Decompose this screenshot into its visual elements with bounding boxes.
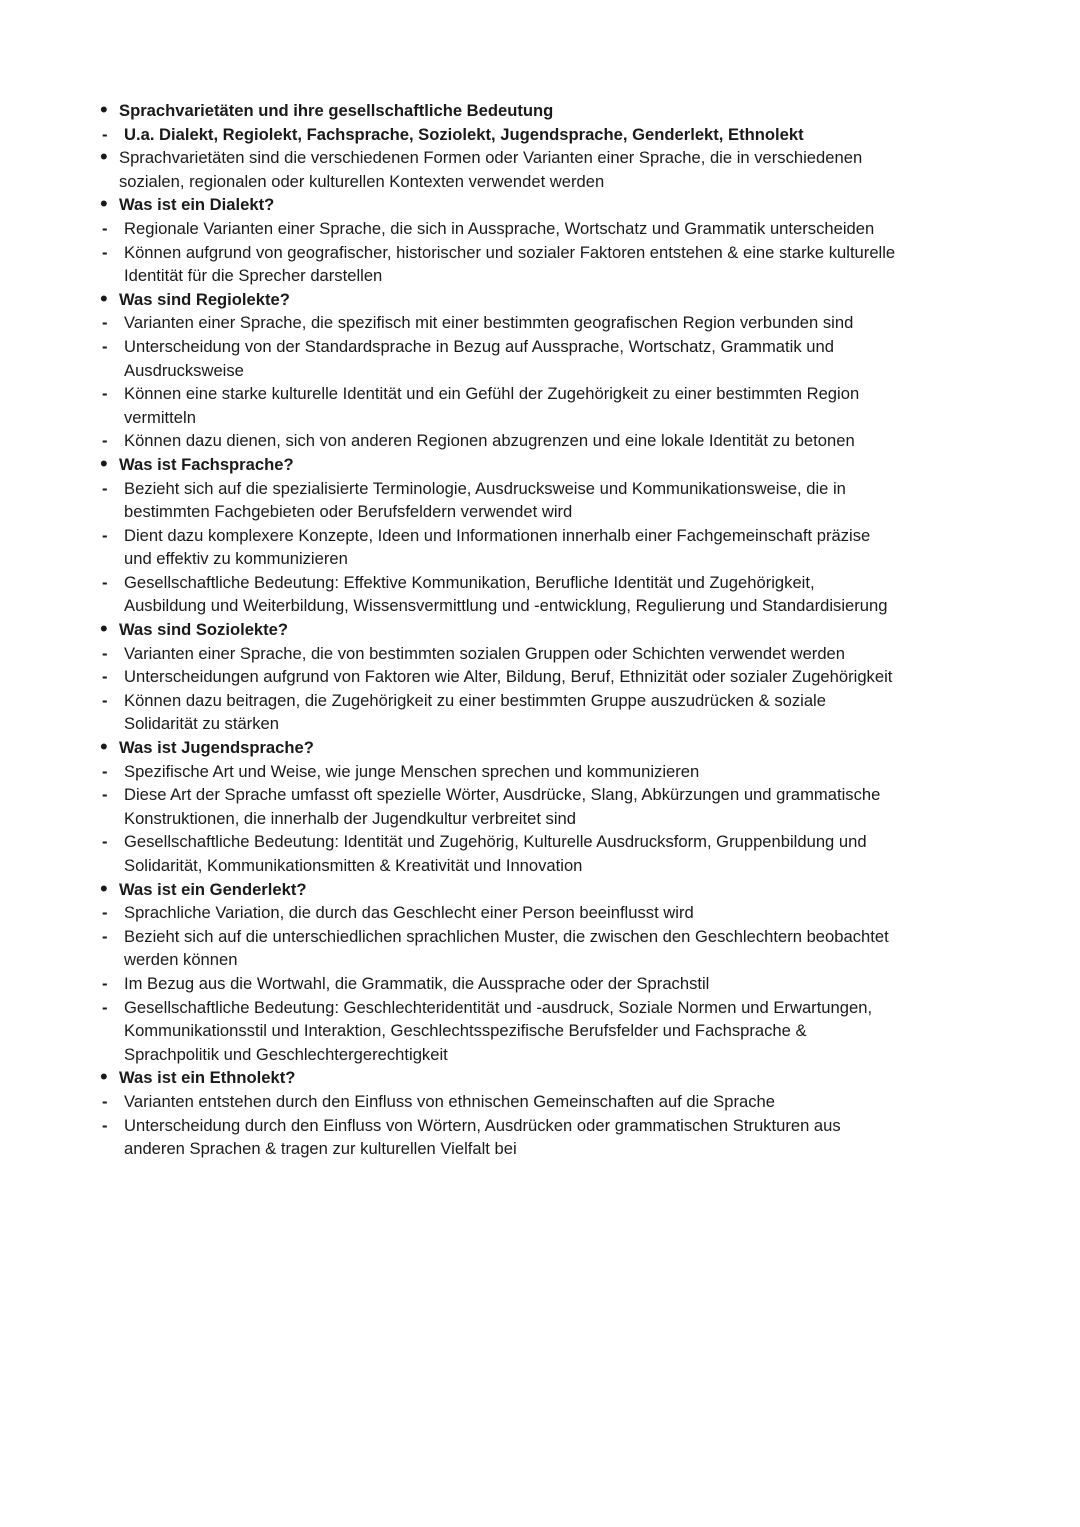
line-text: Unterscheidung durch den Einfluss von Wörtern, Ausdrücken oder grammatischen Strukturen aus (124, 1115, 841, 1135)
text-line (100, 217, 1000, 241)
line-text: sozialen, regionalen oder kulturellen Kontexten verwendet werden (119, 171, 605, 191)
line-text: Identität für die Sprecher darstellen (124, 266, 383, 286)
dash-icon: - (102, 643, 108, 663)
line-text: Gesellschaftliche Bedeutung: Effektive Kommunikation, Berufliche Identität und Zugehörigkeit, (124, 572, 815, 592)
text-line (100, 1114, 1000, 1138)
dash-icon: - (102, 997, 108, 1017)
text-line (100, 925, 1000, 949)
bullet-icon: • (100, 285, 108, 311)
line-text: anderen Sprachen & tragen zur kulturellen Vielfalt bei (124, 1139, 517, 1159)
line-text: Solidarität, Kommunikationsmitten & Kreativität und Innovation (124, 856, 583, 875)
line-text: Bezieht sich auf die spezialisierte Terminologie, Ausdrucksweise und Kommunikationsweise, die in (124, 478, 846, 498)
line-text: Dient dazu komplexere Konzepte, Ideen und Informationen innerhalb einer Fachgemeinschaft präzise (124, 525, 871, 545)
section-heading-line (100, 193, 1000, 217)
line-text: Regionale Varianten einer Sprache, die sich in Aussprache, Wortschatz und Grammatik unterscheiden (124, 218, 875, 238)
dash-icon: - (102, 218, 108, 238)
line-text: Können dazu beitragen, die Zugehörigkeit zu einer bestimmten Gruppe auszudrücken & soziale (124, 690, 826, 710)
dash-icon: - (102, 384, 108, 404)
bullet-icon: • (100, 144, 108, 170)
text-line (100, 264, 1000, 288)
text-line (100, 1090, 1000, 1114)
text-line (100, 1043, 1000, 1067)
dash-icon: - (102, 242, 108, 262)
text-line (100, 642, 1000, 666)
text-line (100, 382, 1000, 406)
text-line (100, 241, 1000, 265)
line-text: Im Bezug aus die Wortwahl, die Grammatik, die Aussprache oder der Sprachstil (124, 973, 710, 993)
dash-icon: - (102, 1091, 108, 1111)
text-line (100, 406, 1000, 430)
dash-icon: - (102, 572, 108, 592)
line-text: Gesellschaftliche Bedeutung: Geschlechteridentität und -ausdruck, Soziale Normen und Erwartungen, (124, 997, 873, 1017)
bullet-icon: • (100, 97, 108, 122)
heading-text: Was ist ein Dialekt? (119, 195, 275, 215)
text-line (100, 972, 1000, 996)
text-line (100, 429, 1000, 453)
text-line (100, 500, 1000, 524)
text-line (100, 901, 1000, 925)
heading-text: Was sind Regiolekte? (119, 289, 290, 309)
bullet-icon: • (100, 734, 108, 760)
text-line (100, 571, 1000, 595)
text-line (100, 311, 1000, 335)
section-heading-line (100, 736, 1000, 760)
line-text: Bezieht sich auf die unterschiedlichen sprachlichen Muster, die zwischen den Geschlechtern beobachtet (124, 926, 889, 946)
heading-text: Was ist ein Genderlekt? (119, 879, 307, 899)
dash-icon: - (102, 431, 108, 451)
document-content (100, 99, 1000, 1161)
dash-icon: - (102, 903, 108, 923)
text-line (100, 830, 1000, 854)
dash-icon: - (102, 336, 108, 356)
line-text: vermitteln (124, 407, 196, 427)
dash-icon: - (102, 690, 108, 710)
text-line (100, 594, 1000, 618)
bullet-icon: • (100, 1064, 108, 1090)
dash-icon: - (102, 832, 108, 852)
line-text: Sprachvarietäten sind die verschiedenen Formen oder Varianten einer Sprache, die in verschiedenen (119, 148, 863, 168)
bullet-icon: • (100, 875, 108, 901)
heading-text: U.a. Dialekt, Regiolekt, Fachsprache, Soziolekt, Jugendsprache, Genderlekt, Ethnolekt (124, 124, 804, 144)
text-line (100, 783, 1000, 807)
bullet-icon: • (100, 191, 108, 217)
line-text: Kommunikationsstil und Interaktion, Geschlechtsspezifische Berufsfelder und Fachsprache & (124, 1021, 807, 1041)
text-line (100, 689, 1000, 713)
section-heading-line (100, 450, 1000, 477)
dash-icon: - (102, 761, 108, 781)
line-text: Können eine starke kulturelle Identität und ein Gefühl der Zugehörigkeit zu einer bestimmten Region (124, 384, 860, 404)
text-line (100, 335, 1000, 359)
text-line (100, 807, 1000, 831)
heading-text: Was ist Jugendsprache? (119, 738, 314, 758)
text-line (100, 996, 1000, 1020)
dash-icon: - (102, 667, 108, 687)
line-text: Ausbildung und Weiterbildung, Wissensvermittlung und -entwicklung, Regulierung und Standardisierung (124, 596, 888, 616)
section-heading-line (100, 285, 1000, 312)
dash-icon: - (102, 973, 108, 993)
text-line (100, 760, 1000, 784)
section-heading-line (100, 618, 1000, 642)
line-text: Unterscheidung von der Standardsprache in Bezug auf Aussprache, Wortschatz, Grammatik und (124, 336, 834, 356)
text-line (100, 547, 1000, 571)
bullet-icon: • (100, 450, 108, 476)
line-text: Unterscheidungen aufgrund von Faktoren wie Alter, Bildung, Beruf, Ethnizität oder sozialer Zugehörigkeit (124, 667, 893, 687)
line-text: werden können (124, 950, 238, 970)
line-text: Varianten einer Sprache, die spezifisch mit einer bestimmten geografischen Region verbunden sind (124, 313, 854, 333)
line-text: Ausdrucksweise (124, 360, 244, 380)
line-text: Konstruktionen, die innerhalb der Jugendkultur verbreitet sind (124, 808, 576, 828)
heading-text: Was ist Fachsprache? (119, 454, 294, 474)
line-text: und effektiv zu kommunizieren (124, 549, 348, 569)
line-text: Gesellschaftliche Bedeutung: Identität und Zugehörig, Kulturelle Ausdrucksform, Gruppenbildung und (124, 832, 867, 852)
line-text: Sprachliche Variation, die durch das Geschlecht einer Person beeinflusst wird (124, 903, 694, 923)
dash-icon: - (102, 926, 108, 946)
line-text: Diese Art der Sprache umfasst oft spezielle Wörter, Ausdrücke, Slang, Abkürzungen und grammatische (124, 785, 881, 805)
line-text: Können aufgrund von geografischer, historischer und sozialer Faktoren entstehen & eine starke kulturelle (124, 242, 896, 262)
text-line (100, 712, 1000, 736)
section-heading-line (100, 1066, 1000, 1090)
line-text: Varianten entstehen durch den Einfluss von ethnischen Gemeinschaften auf die Sprache (124, 1091, 775, 1111)
line-text: bestimmten Fachgebieten oder Berufsfeldern verwendet wird (124, 502, 573, 522)
dash-icon: - (102, 525, 108, 545)
text-line (100, 359, 1000, 383)
text-line (100, 948, 1000, 972)
dash-icon: - (102, 785, 108, 805)
heading-text: Sprachvarietäten und ihre gesellschaftliche Bedeutung (119, 101, 554, 120)
text-line (100, 524, 1000, 548)
section-heading-line (100, 99, 1000, 123)
text-line (100, 477, 1000, 501)
line-text: Spezifische Art und Weise, wie junge Menschen sprechen und kommunizieren (124, 761, 700, 781)
text-line (100, 665, 1000, 689)
line-text: Varianten einer Sprache, die von bestimmten sozialen Gruppen oder Schichten verwendet werden (124, 643, 846, 663)
text-line (100, 170, 1000, 194)
bullet-icon: • (100, 616, 108, 642)
dash-icon: - (102, 124, 108, 144)
text-line (100, 1137, 1000, 1161)
section-heading-line (100, 123, 1000, 147)
text-line (100, 146, 1000, 170)
line-text: Solidarität zu stärken (124, 714, 279, 734)
text-line (100, 1019, 1000, 1043)
dash-icon: - (102, 1115, 108, 1135)
section-heading-line (100, 875, 1000, 902)
dash-icon: - (102, 313, 108, 333)
heading-text: Was sind Soziolekte? (119, 620, 289, 640)
line-text: Können dazu dienen, sich von anderen Regionen abzugrenzen und eine lokale Identität zu betonen (124, 431, 855, 451)
heading-text: Was ist ein Ethnolekt? (119, 1068, 296, 1088)
dash-icon: - (102, 478, 108, 498)
line-text: Sprachpolitik und Geschlechtergerechtigkeit (124, 1044, 448, 1064)
text-line (100, 854, 1000, 878)
